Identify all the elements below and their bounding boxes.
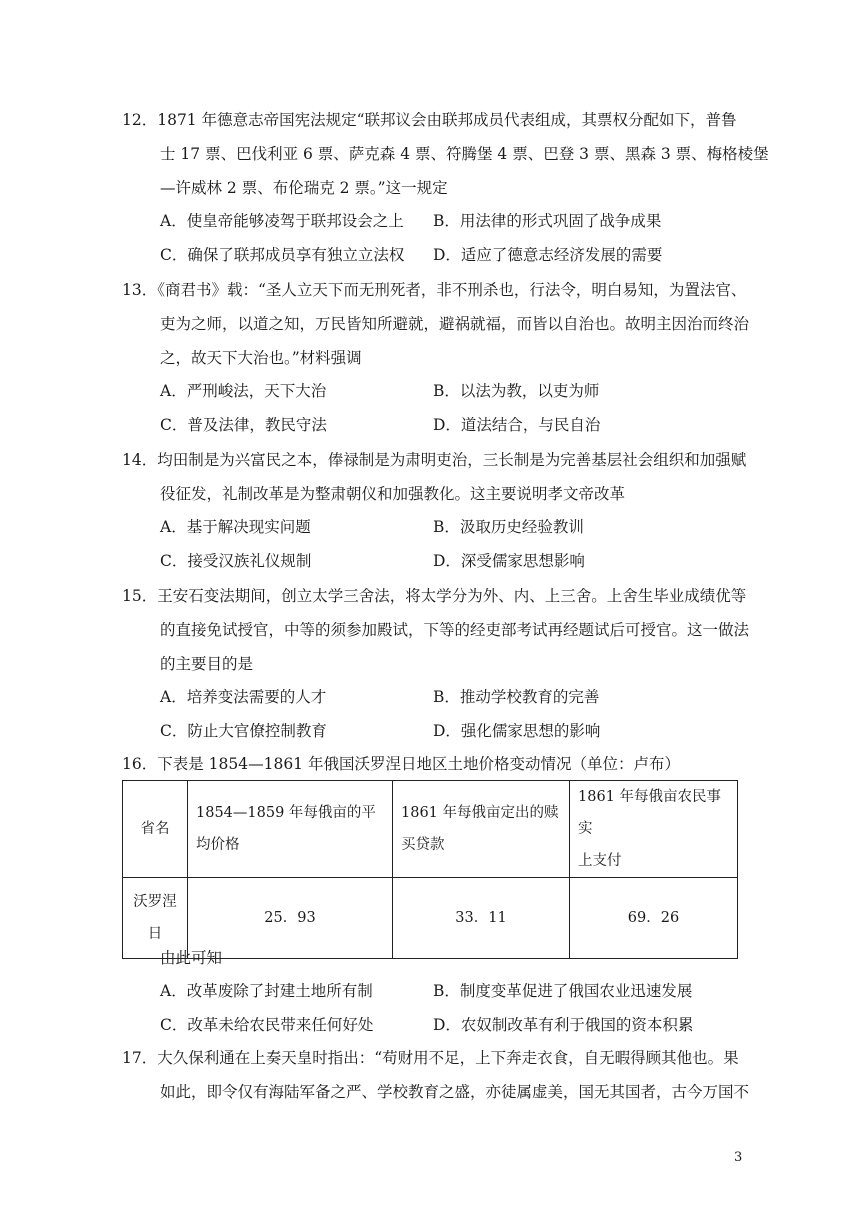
land-price-table <box>122 780 738 959</box>
q12-option-b: B．用法律的形式巩固了战争成果 <box>433 212 662 230</box>
header-actual-payment: 1861 年每俄亩农民事实 上支付 <box>570 781 738 878</box>
page-number: 3 <box>734 1150 743 1165</box>
q13-line-1: 13．《商君书》载：“圣人立天下而无刑死者，非不刑杀也，行法令，明白易知，为置法官、 <box>122 281 747 299</box>
q12-option-a: A．使皇帝能够凌驾于联邦设会之上 <box>160 212 404 230</box>
table-header-row <box>123 781 738 878</box>
q16-option-a: A．改革废除了封建土地所有制 <box>160 982 373 1000</box>
q13-line-2: 吏为之师，以道之知，万民皆知所避就，避祸就福，而皆以自治也。故明主因治而终治 <box>160 315 750 333</box>
q16-intro: 16．下表是 1854—1861 年俄国沃罗涅日地区土地价格变动情况（单位：卢布） <box>122 755 680 773</box>
q15-options <box>160 680 706 748</box>
q17-line-1: 17．大久保利通在上奏天皇时指出：“苟财用不足，上下奔走衣食，自无暇得顾其他也。果 <box>122 1049 739 1067</box>
q16-option-d: D．农奴制改革有利于俄国的资本积累 <box>433 1016 694 1034</box>
cell-actual-payment: 69．26 <box>570 878 738 959</box>
q15-line-2: 的直接免试授官，中等的须参加殿试，下等的经吏部考试再经题试后可授官。这一做法 <box>160 621 750 639</box>
q14-options <box>160 510 706 578</box>
q15-option-a: A．培养变法需要的人才 <box>160 688 327 706</box>
cell-redemption-loan: 33．11 <box>393 878 570 959</box>
q13-option-b: B．以法为教，以吏为师 <box>433 382 600 400</box>
q16-after: 由此可知 <box>160 949 223 967</box>
q12-option-c: C．确保了联邦成员享有独立立法权 <box>160 246 405 264</box>
q12-line-1: 12．1871 年德意志帝国宪法规定“联邦议会由联邦成员代表组成，其票权分配如下，普鲁 <box>122 111 737 129</box>
q12-line-2: 士 17 票、巴伐利亚 6 票、萨克森 4 票、符腾堡 4 票、巴登 3 票、黑森 3 票、梅格棱堡 <box>160 145 769 163</box>
q13-options <box>160 374 706 442</box>
q15-line-3: 的主要目的是 <box>160 655 254 673</box>
q12-option-d: D．适应了德意志经济发展的需要 <box>433 246 663 264</box>
q16-options <box>160 974 706 1042</box>
q13-option-c: C．普及法律，教民守法 <box>160 416 327 434</box>
q14-option-a: A．基于解决现实问题 <box>160 518 311 536</box>
q13-option-d: D．道法结合，与民自治 <box>433 416 601 434</box>
q14-line-2: 役征发，礼制改革是为整肃朝仪和加强教化。这主要说明孝文帝改革 <box>160 485 626 503</box>
q15-option-d: D．强化儒家思想的影响 <box>433 722 601 740</box>
q15-option-b: B．推动学校教育的完善 <box>433 688 600 706</box>
q14-option-c: C．接受汉族礼仪规制 <box>160 552 312 570</box>
q17-line-2: 如此，即令仅有海陆军备之严、学校教育之盛，亦徒属虚美，国无其国者，古今万国不 <box>160 1083 750 1101</box>
q14-option-d: D．深受儒家思想影响 <box>433 552 585 570</box>
q12-options <box>160 204 706 272</box>
q15-line-1: 15．王安石变法期间，创立太学三舍法，将太学分为外、内、上三舍。上舍生毕业成绩优等 <box>122 587 747 605</box>
q14-line-1: 14．均田制是为兴富民之本，俸禄制是为肃明吏治，三长制是为完善基层社会组织和加强赋 <box>122 451 747 469</box>
q16-option-c: C．改革未给农民带来任何好处 <box>160 1016 374 1034</box>
q16-option-b: B．制度变革促进了俄国农业迅速发展 <box>433 982 693 1000</box>
header-province: 省名 <box>123 781 188 878</box>
q15-option-c: C．防止大官僚控制教育 <box>160 722 327 740</box>
q13-option-a: A．严刑峻法，天下大治 <box>160 382 327 400</box>
cell-province: 沃罗涅 日 <box>123 878 188 959</box>
header-average-price: 1854—1859 年每俄亩的平 均价格 <box>188 781 393 878</box>
q12-line-3: —许威林 2 票、布伦瑞克 2 票。”这一规定 <box>160 179 448 197</box>
cell-average-price: 25．93 <box>188 878 393 959</box>
q13-line-3: 之，故天下大治也。”材料强调 <box>160 349 362 367</box>
q14-option-b: B．汲取历史经验教训 <box>433 518 584 536</box>
header-redemption-loan: 1861 年每俄亩定出的赎 买贷款 <box>393 781 570 878</box>
